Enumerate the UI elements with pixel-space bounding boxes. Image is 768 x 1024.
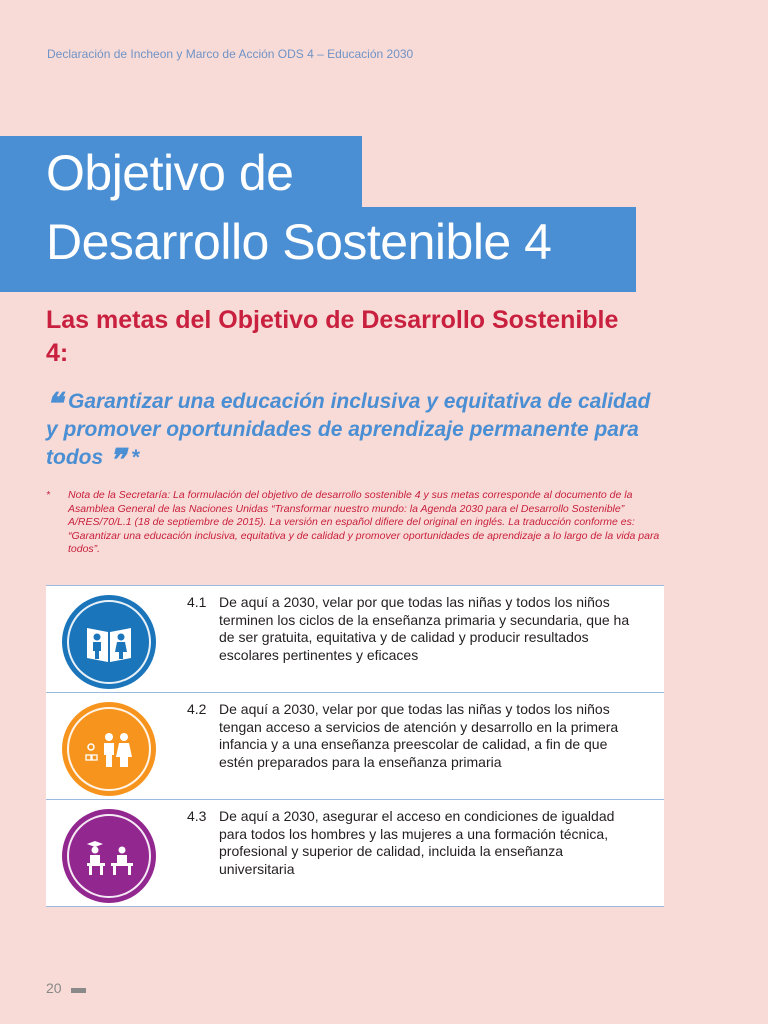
page-title-line-1: Objetivo de [46, 145, 294, 201]
target-row [46, 800, 664, 907]
target-number: 4.2 [187, 701, 207, 717]
targets-table [46, 585, 664, 907]
section-subheading: Las metas del Objetivo de Desarrollo Sostenible 4: [46, 306, 619, 367]
target-row [46, 693, 664, 800]
target-text: De aquí a 2030, velar por que todas las niñas y todos los niños tengan acceso a servicios de atención y desarrollo en la primera infancia y a una enseñanza preescolar de calidad, a fin de que estén preparados para la enseñanza primaria [219, 701, 619, 770]
target-text: De aquí a 2030, velar por que todas las niñas y todos los niños terminen los ciclos de la enseñanza primaria y secundaria, que ha de ser gratuita, equitativa y de calidad y producir resultados escolares pertinentes y eficaces [219, 594, 630, 663]
goal-quote-asterisk: * [131, 446, 140, 469]
graduate-workstation-icon [62, 809, 156, 903]
target-number: 4.1 [187, 594, 207, 610]
target-text: De aquí a 2030, asegurar el acceso en condiciones de igualdad para todos los hombres y las mujeres a una formación técnica, profesional y superior de calidad, incluida la enseñanza universitaria [219, 808, 615, 877]
children-book-icon [62, 595, 156, 689]
note-text: Nota de la Secretaría: La formulación del objetivo de desarrollo sostenible 4 y sus metas corresponde al documento de la Asamblea General de las Naciones Unidas “Transformar nuestro mundo: la Agenda 2030 para el Desarrollo Sostenible” A/RES/70/L.1 (18 de septiembre de 2015). La versión en español difiere del original en inglés. La traducción conforme es: “Garantizar una educación inclusiva, equitativa y de calidad y promover oportunidades de aprendizaje a lo largo de la vida para todos”. [68, 489, 660, 555]
page-title-line-2: Desarrollo Sostenible 4 [46, 214, 552, 270]
goal-quote [46, 388, 656, 477]
target-number: 4.3 [187, 808, 207, 824]
open-quote-icon: ❝ [46, 388, 63, 421]
page-number: 20 [46, 980, 62, 996]
early-childhood-icon [62, 702, 156, 796]
target-row [46, 586, 664, 693]
page-number-mark [71, 988, 86, 993]
close-quote-icon: ❞ [109, 444, 126, 477]
note-marker: * [46, 489, 51, 501]
goal-quote-text: Garantizar una educación inclusiva y equitativa de calidad y promover oportunidades de aprendizaje permanente para todos [46, 390, 651, 469]
secretariat-note [46, 489, 666, 557]
running-header: Declaración de Incheon y Marco de Acción ODS 4 – Educación 2030 [47, 47, 414, 61]
